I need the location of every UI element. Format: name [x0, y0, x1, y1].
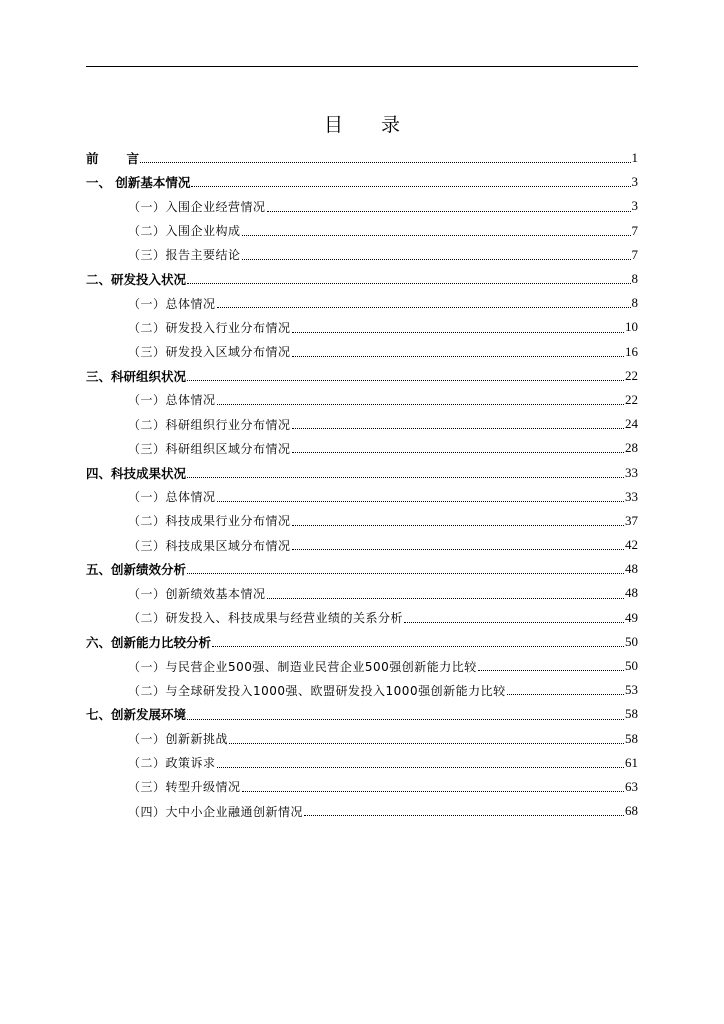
- toc-entry-label: 七、创新发展环境: [86, 707, 187, 723]
- toc-entry-label: （一）创新新挑战: [128, 732, 229, 747]
- toc-entry[interactable]: [86, 775, 638, 799]
- toc-page-number: 61: [625, 754, 638, 770]
- toc-entry-label: （一）与民营企业500强、制造业民营企业500强创新能力比较: [128, 659, 477, 674]
- toc-page-number: 33: [625, 464, 638, 480]
- toc-entry-label: （二）科技成果行业分布情况: [128, 514, 291, 529]
- toc-page-number: 7: [631, 246, 638, 262]
- toc-page-number: 37: [625, 512, 638, 528]
- dot-leader: [217, 766, 624, 768]
- dot-leader: [140, 161, 630, 163]
- toc-page-number: 24: [625, 416, 638, 432]
- dot-leader: [507, 693, 624, 695]
- dot-leader: [242, 234, 631, 236]
- title-char-1: 目: [323, 114, 343, 136]
- dot-leader: [187, 379, 624, 381]
- dot-leader: [292, 548, 624, 550]
- toc-entry-label: （一）总体情况: [128, 490, 216, 505]
- toc-entry-label: 二、研发投入状况: [86, 272, 187, 288]
- toc-entry-label: （二）与全球研发投入1000强、欧盟研发投入1000强创新能力比较: [128, 683, 506, 698]
- toc-entry-label: （三）报告主要结论: [128, 248, 241, 263]
- table-of-contents: [86, 146, 638, 823]
- dot-leader: [187, 282, 630, 284]
- toc-entry-label: （一）创新绩效基本情况: [128, 586, 266, 601]
- dot-leader: [404, 621, 624, 623]
- toc-page-number: 10: [625, 319, 638, 335]
- toc-entry-label: （三）转型升级情况: [128, 780, 241, 795]
- toc-entry-label: （一）总体情况: [128, 393, 216, 408]
- dot-leader: [267, 210, 631, 212]
- toc-entry-label: （四）大中小企业融通创新情况: [128, 804, 304, 819]
- toc-page-number: 7: [631, 222, 638, 238]
- toc-page-number: 49: [625, 609, 638, 625]
- toc-page-number: 33: [625, 488, 638, 504]
- toc-entry[interactable]: [86, 340, 638, 364]
- toc-page-number: 3: [631, 198, 638, 214]
- toc-entry-label: （三）研发投入区域分布情况: [128, 345, 291, 360]
- toc-page-number: 3: [631, 174, 638, 190]
- toc-page-number: 22: [625, 367, 638, 383]
- toc-entry-label: 四、科技成果状况: [86, 465, 187, 481]
- toc-entry[interactable]: [86, 485, 638, 509]
- toc-entry[interactable]: [86, 364, 638, 388]
- toc-entry[interactable]: [86, 557, 638, 581]
- dot-leader: [187, 572, 624, 574]
- toc-entry-label: （二）入围企业构成: [128, 224, 241, 239]
- toc-entry[interactable]: [86, 654, 638, 678]
- toc-entry[interactable]: [86, 194, 638, 218]
- toc-entry[interactable]: [86, 436, 638, 460]
- toc-entry-label: [86, 149, 139, 167]
- toc-page-number: 68: [625, 803, 638, 819]
- toc-entry-label: 五、创新绩效分析: [86, 562, 187, 578]
- toc-entry[interactable]: [86, 267, 638, 291]
- toc-entry[interactable]: [86, 388, 638, 412]
- dot-leader: [292, 355, 624, 357]
- dot-leader: [304, 814, 624, 816]
- dot-leader: [242, 258, 631, 260]
- dot-leader: [292, 331, 624, 333]
- toc-entry-label: （二）研发投入、科技成果与经营业绩的关系分析: [128, 611, 404, 626]
- toc-entry-label: 一、 创新基本情况: [86, 175, 191, 191]
- toc-page-number: 42: [625, 537, 638, 553]
- header-rule: [86, 66, 638, 67]
- toc-entry[interactable]: [86, 243, 638, 267]
- dot-leader: [191, 185, 630, 187]
- toc-entry-label: （三）科研组织区域分布情况: [128, 441, 291, 456]
- toc-page-number: 48: [625, 585, 638, 601]
- toc-page-number: 28: [625, 440, 638, 456]
- toc-entry[interactable]: [86, 509, 638, 533]
- toc-entry-label-part: 前: [86, 151, 99, 167]
- dot-leader: [292, 427, 624, 429]
- toc-entry[interactable]: [86, 412, 638, 436]
- toc-page-number: 48: [625, 561, 638, 577]
- toc-entry[interactable]: [86, 751, 638, 775]
- toc-entry-label: （一）入围企业经营情况: [128, 199, 266, 214]
- dot-leader: [292, 524, 624, 526]
- dot-leader: [229, 742, 624, 744]
- toc-entry[interactable]: [86, 630, 638, 654]
- toc-entry-label: （二）科研组织行业分布情况: [128, 417, 291, 432]
- toc-page-number: 8: [631, 295, 638, 311]
- dot-leader: [217, 403, 624, 405]
- toc-page-number: 16: [625, 343, 638, 359]
- toc-entry-label: 三、科研组织状况: [86, 368, 187, 384]
- toc-entry-label: （一）总体情况: [128, 296, 216, 311]
- toc-entry-label: （二）政策诉求: [128, 756, 216, 771]
- toc-entry[interactable]: [86, 606, 638, 630]
- toc-page-number: 1: [631, 150, 638, 166]
- toc-entry[interactable]: [86, 581, 638, 605]
- toc-page-number: 58: [625, 730, 638, 746]
- dot-leader: [242, 790, 624, 792]
- title-char-2: 录: [381, 114, 401, 136]
- toc-entry[interactable]: [86, 727, 638, 751]
- toc-entry-label-part: 言: [126, 151, 140, 167]
- toc-entry[interactable]: [86, 799, 638, 823]
- toc-entry[interactable]: [86, 170, 638, 194]
- dot-leader: [187, 476, 624, 478]
- dot-leader: [267, 597, 624, 599]
- toc-entry-label: （二）研发投入行业分布情况: [128, 320, 291, 335]
- dot-leader: [187, 718, 624, 720]
- toc-entry[interactable]: [86, 460, 638, 484]
- toc-entry-label: （三）科技成果区域分布情况: [128, 538, 291, 553]
- page-title: [0, 110, 724, 137]
- toc-page-number: 58: [625, 706, 638, 722]
- dot-leader: [217, 306, 631, 308]
- dot-leader: [292, 451, 624, 453]
- toc-entry-label: 六、创新能力比较分析: [86, 634, 212, 650]
- dot-leader: [478, 669, 624, 671]
- toc-entry[interactable]: [86, 219, 638, 243]
- toc-entry[interactable]: [86, 146, 638, 170]
- toc-page-number: 8: [631, 271, 638, 287]
- dot-leader: [212, 645, 624, 647]
- toc-page-number: 63: [625, 778, 638, 794]
- dot-leader: [217, 500, 624, 502]
- toc-entry[interactable]: [86, 678, 638, 702]
- toc-entry[interactable]: [86, 315, 638, 339]
- toc-page-number: 53: [625, 682, 638, 698]
- toc-page-number: 22: [625, 391, 638, 407]
- toc-page-number: 50: [625, 658, 638, 674]
- toc-page-number: 50: [625, 633, 638, 649]
- toc-entry[interactable]: [86, 533, 638, 557]
- toc-entry[interactable]: [86, 702, 638, 726]
- toc-entry[interactable]: [86, 291, 638, 315]
